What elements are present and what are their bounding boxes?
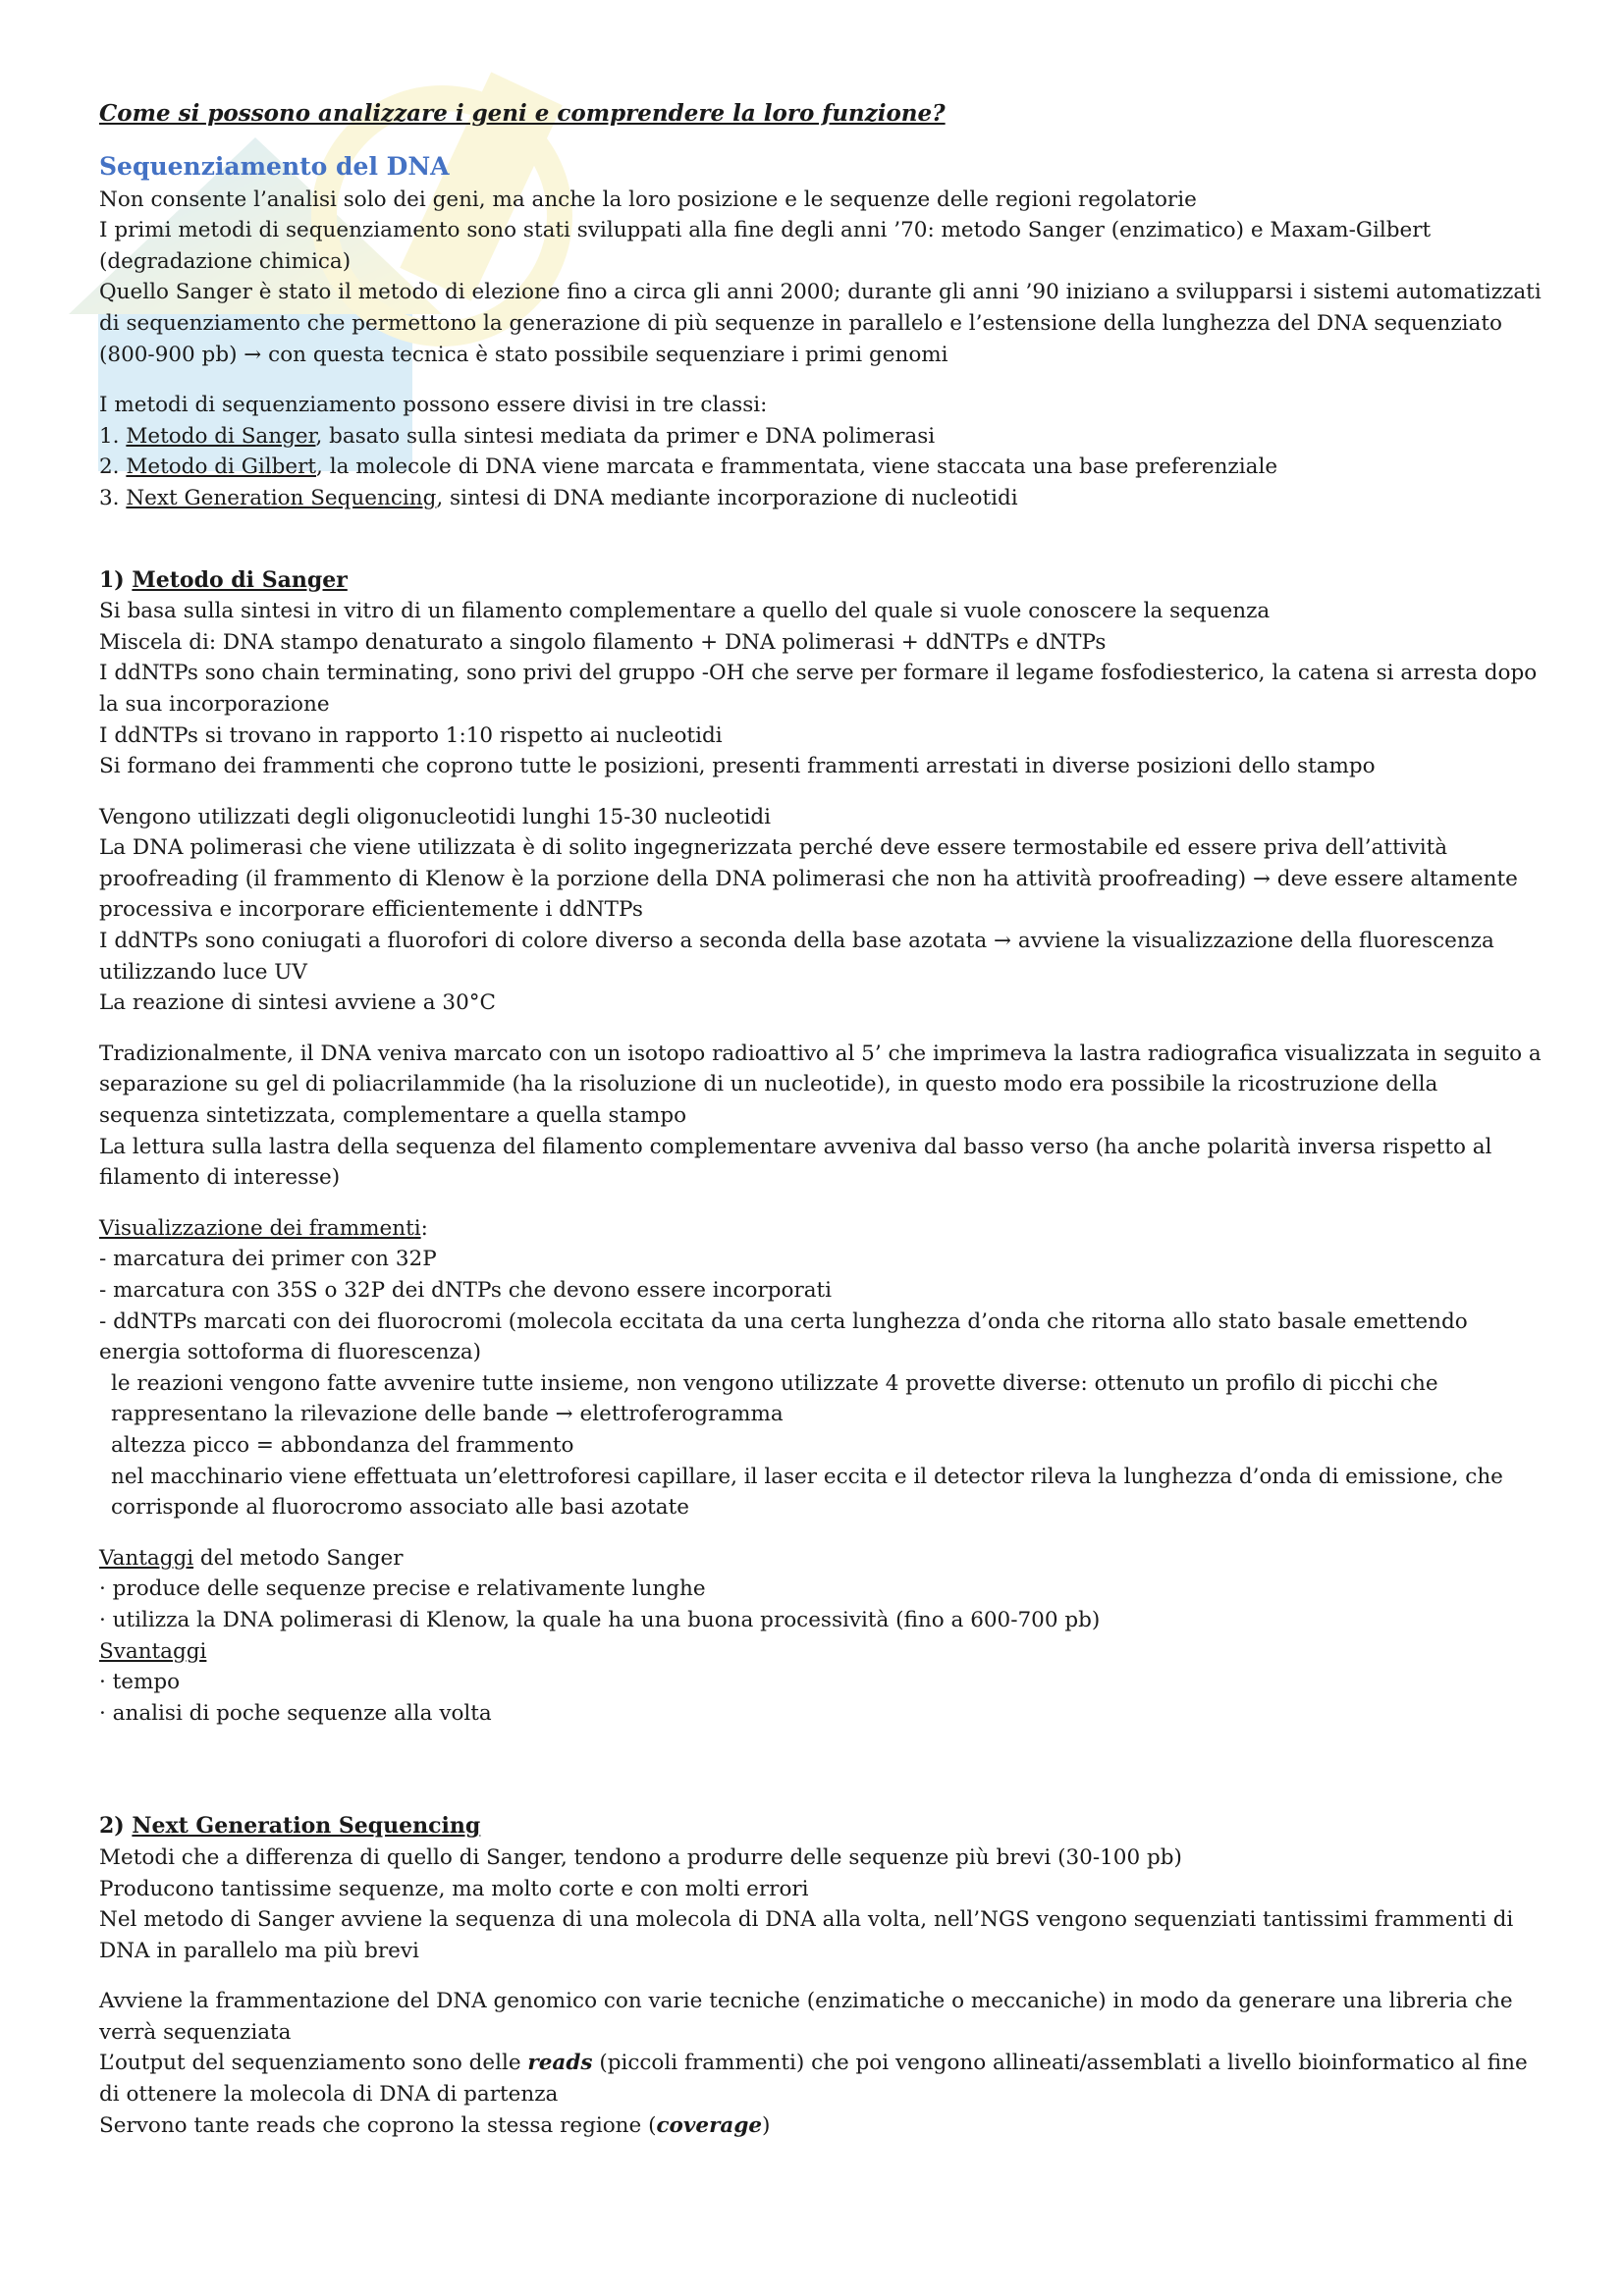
- paragraph-line: Producono tantissime sequenze, ma molto corte e con molti errori: [99, 1876, 809, 1901]
- disadvantages-heading: Svantaggi: [99, 1638, 207, 1664]
- visualization-heading: Visualizzazione dei frammenti:: [99, 1215, 428, 1241]
- page-title: Come si possono analizzare i geni e comprendere la loro funzione?: [99, 100, 946, 127]
- paragraph-line: I ddNTPs sono chain terminating, sono privi del gruppo -OH che serve per formare il legame fosfodiesterico, la catena si arresta dopo la sua incorporazione: [99, 661, 1538, 717]
- paragraph-line: Non consente l’analisi solo dei geni, ma anche la loro posizione e le sequenze delle regioni regolatorie: [99, 187, 1197, 212]
- list-item: - marcatura con 35S o 32P dei dNTPs che devono essere incorporati: [99, 1278, 833, 1303]
- list-subitem: altezza picco = abbondanza del frammento: [111, 1432, 574, 1458]
- list-subitem: le reazioni vengono fatte avvenire tutte insieme, non vengono utilizzate 4 provette diverse: ottenuto un profilo di picchi che rappresentano la rilevazione delle bande → elettroferogramma: [111, 1370, 1438, 1427]
- paragraph-line: La lettura sulla lastra della sequenza del filamento complementare avveniva dal basso verso (ha anche polarità inversa rispetto al filamento di interesse): [99, 1134, 1492, 1191]
- paragraph-line: Nel metodo di Sanger avviene la sequenza di una molecola di DNA alla volta, nell’NGS vengono sequenziati tantissimi frammenti di DNA in parallelo ma più brevi: [99, 1907, 1514, 1963]
- list-item: 3. Next Generation Sequencing, sintesi di DNA mediante incorporazione di nucleotidi: [99, 485, 1018, 510]
- advantages-heading: Vantaggi del metodo Sanger: [99, 1545, 404, 1571]
- paragraph-line: Miscela di: DNA stampo denaturato a singolo filamento + DNA polimerasi + ddNTPs e dNTPs: [99, 629, 1107, 655]
- paragraph-line: La DNA polimerasi che viene utilizzata è di solito ingegnerizzata perché deve essere termostabile ed essere priva dell’attività proofreading (il frammento di Klenow è la porzione della DNA polimerasi che non ha attività proofreading) → deve essere altamente processiva e incorporare efficientemente i ddNTPs: [99, 835, 1518, 923]
- paragraph-line: Quello Sanger è stato il metodo di elezione fino a circa gli anni 2000; durante gli anni ’90 iniziano a svilupparsi i sistemi automatizzati di sequenziamento che permettono la generazione di più sequenze in parallelo e l’estensione della lunghezza del DNA sequenziato (800-900 pb) → con questa tecnica è stato possibile sequenziare i primi genomi: [99, 280, 1542, 367]
- paragraph-line: Servono tante reads che coprono la stessa regione (coverage): [99, 2112, 771, 2138]
- paragraph-line: Vengono utilizzati degli oligonucleotidi lunghi 15-30 nucleotidi: [99, 804, 772, 829]
- classes-intro: I metodi di sequenziamento possono essere divisi in tre classi:: [99, 393, 768, 418]
- list-item: - ddNTPs marcati con dei fluorocromi (molecola eccitata da una certa lunghezza d’onda che ritorna allo stato basale emettendo energia sottoforma di fluorescenza): [99, 1308, 1468, 1365]
- paragraph-line: I ddNTPs si trovano in rapporto 1:10 rispetto ai nucleotidi: [99, 722, 723, 748]
- document-page: [99, 98, 1543, 2141]
- list-item: · utilizza la DNA polimerasi di Klenow, la quale ha una buona processività (fino a 600-700 pb): [99, 1607, 1101, 1632]
- list-item: 1. Metodo di Sanger, basato sulla sintesi mediata da primer e DNA polimerasi: [99, 423, 936, 449]
- list-item: · produce delle sequenze precise e relativamente lunghe: [99, 1576, 706, 1602]
- paragraph-line: I ddNTPs sono coniugati a fluorofori di colore diverso a seconda della base azotata → avviene la visualizzazione della fluorescenza utilizzando luce UV: [99, 929, 1494, 985]
- list-subitem: nel macchinario viene effettuata un’elettroforesi capillare, il laser eccita e il detector rileva la lunghezza d’onda di emissione, che corrisponde al fluorocromo associato alle basi azotate: [111, 1464, 1503, 1521]
- list-item: · tempo: [99, 1670, 181, 1695]
- paragraph-line: La reazione di sintesi avviene a 30°C: [99, 990, 496, 1016]
- list-item: · analisi di poche sequenze alla volta: [99, 1700, 492, 1726]
- paragraph-line: Avviene la frammentazione del DNA genomico con varie tecniche (enzimatiche o meccaniche) in modo da generare una libreria che verrà sequenziata: [99, 1989, 1513, 2045]
- list-item: 2. Metodo di Gilbert, la molecole di DNA viene marcata e frammentata, viene staccata una base preferenziale: [99, 454, 1278, 480]
- paragraph-line: Tradizionalmente, il DNA veniva marcato con un isotopo radioattivo al 5’ che imprimeva la lastra radiografica visualizzata in seguito a separazione su gel di poliacrilammide (ha la risoluzione di un nucleotide), in questo modo era possibile la ricostruzione della sequenza sintetizzata, complementare a quella stampo: [99, 1041, 1542, 1129]
- paragraph-line: Si formano dei frammenti che coprono tutte le posizioni, presenti frammenti arrestati in diverse posizioni dello stampo: [99, 754, 1376, 779]
- paragraph-line: I primi metodi di sequenziamento sono stati sviluppati alla fine degli anni ’70: metodo Sanger (enzimatico) e Maxam-Gilbert (degradazione chimica): [99, 218, 1432, 274]
- section-heading-sequenziamento: Sequenziamento del DNA: [99, 151, 450, 181]
- section-heading-sanger: 1) Metodo di Sanger: [99, 566, 348, 593]
- paragraph-line: Metodi che a differenza di quello di Sanger, tendono a produrre delle sequenze più brevi (30-100 pb): [99, 1844, 1182, 1870]
- paragraph-line: L’output del sequenziamento sono delle reads (piccoli frammenti) che poi vengono allineati/assemblati a livello bioinformatico al fine di ottenere la molecola di DNA di partenza: [99, 2051, 1528, 2108]
- section-heading-ngs: 2) Next Generation Sequencing: [99, 1813, 481, 1840]
- list-item: - marcatura dei primer con 32P: [99, 1247, 437, 1272]
- paragraph-line: Si basa sulla sintesi in vitro di un filamento complementare a quello del quale si vuole conoscere la sequenza: [99, 599, 1271, 624]
